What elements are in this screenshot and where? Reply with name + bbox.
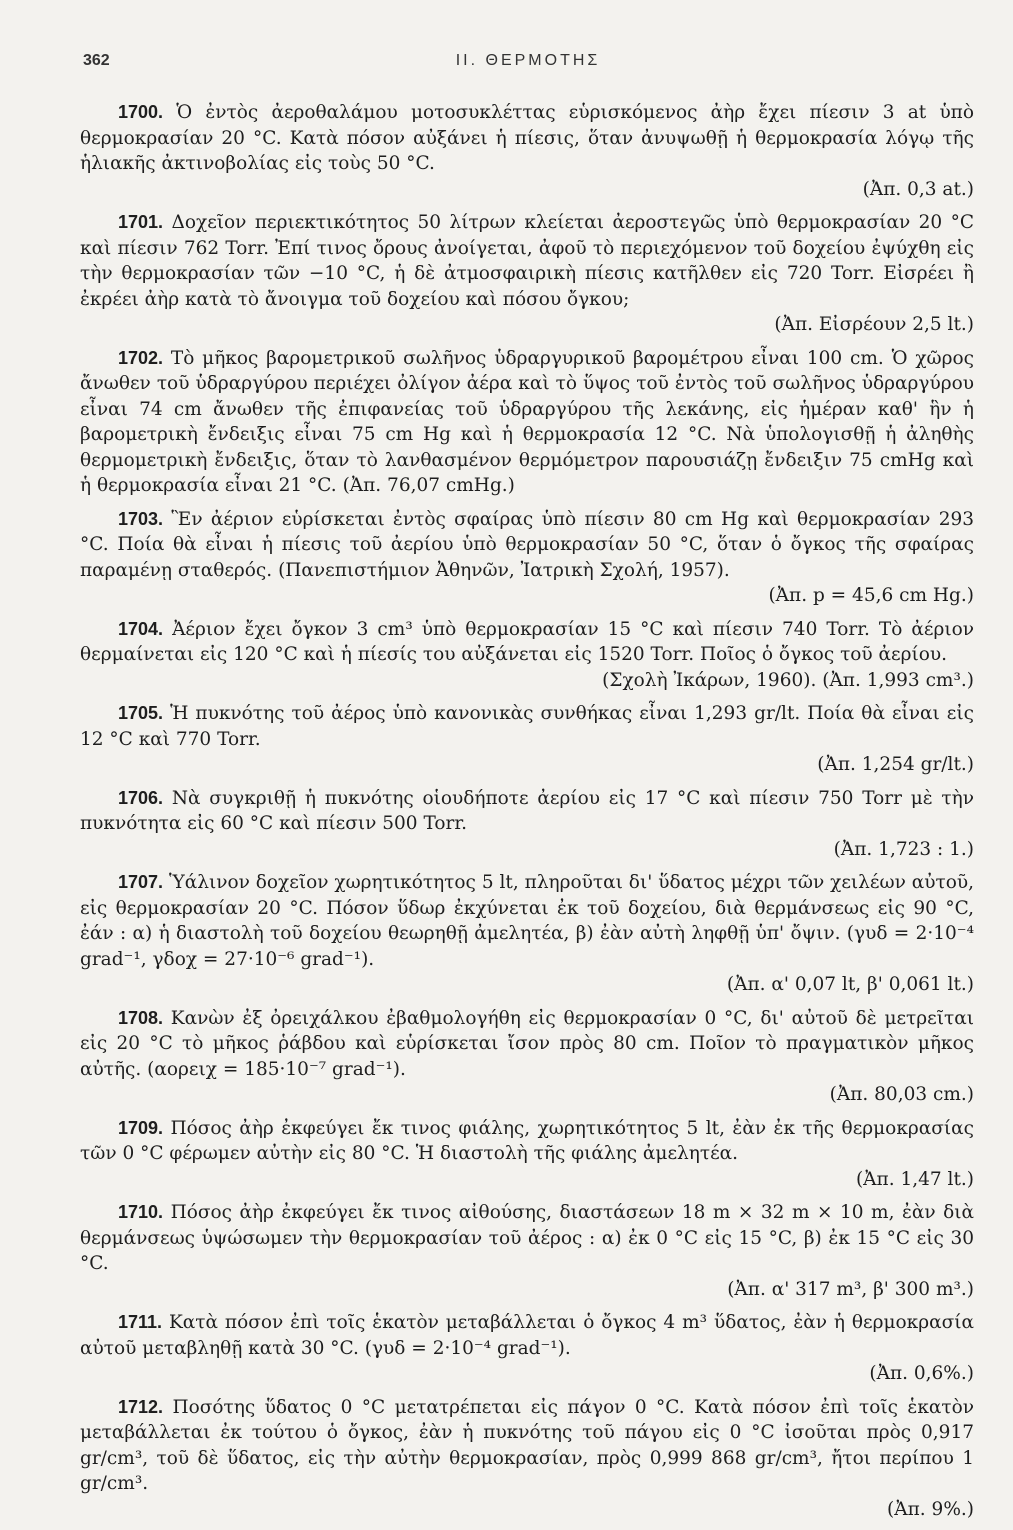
problem-1708 bbox=[80, 1006, 974, 1108]
problem-number: 1708. bbox=[118, 1007, 164, 1028]
problem-1701 bbox=[80, 210, 974, 338]
problem-number: 1702. bbox=[118, 347, 164, 368]
problem-number: 1709. bbox=[118, 1117, 164, 1138]
problem-1712 bbox=[80, 1395, 974, 1523]
problem-text: Ποσότης ὕδατος 0 °C μετατρέπεται εἰς πάγον 0 °C. Κατὰ πόσον ἐπὶ τοῖς ἑκατὸν μεταβάλλεται ἐκ τούτου ὁ ὄγκος, ἐὰν ἡ πυκνότης τοῦ πάγου εἰς 0 °C ἰσοῦται πρὸς 0,917 gr/cm³, τοῦ δὲ ὕδατος, εἰς τὴν αὐτὴν θερμοκρασίαν, πρὸς 0,999 868 gr/cm³, ἤτοι περίπου 1 gr/cm³. bbox=[80, 1396, 974, 1494]
problem-number: 1706. bbox=[118, 787, 164, 808]
problem-text: Νὰ συγκριθῇ ἡ πυκνότης οἱουδήποτε ἀερίου εἰς 17 °C καὶ πίεσιν 750 Torr μὲ τὴν πυκνότητα εἰς 60 °C καὶ πίεσιν 500 Torr. bbox=[80, 787, 974, 834]
problem-1709 bbox=[80, 1116, 974, 1193]
page-header bbox=[83, 52, 973, 74]
problem-answer: (Ἀπ. α' 317 m³, β' 300 m³.) bbox=[727, 1278, 974, 1300]
problem-1711 bbox=[80, 1310, 974, 1387]
problem-answer: (Ἀπ. 1,254 gr/lt.) bbox=[817, 754, 974, 775]
problem-text: Ὁ ἐντὸς ἀεροθαλάμου μοτοσυκλέττας εὑρισκόμενος ἀὴρ ἔχει πίεσιν 3 at ὑπὸ θερμοκρασίαν 20 °C. Κατὰ πόσον αὐξάνει ἡ πίεσις, ὅταν ἀνυψωθῇ ἡ θερμοκρασία λόγῳ τῆς ἡλιακῆς ἀκτινοβολίας εἰς τοὺς 50 °C. bbox=[80, 102, 974, 174]
problem-1700 bbox=[80, 100, 974, 202]
problem-answer: (Ἀπ. 9%.) bbox=[887, 1498, 974, 1520]
problem-1703 bbox=[80, 507, 974, 609]
problem-text: Ἀέριον ἔχει ὄγκον 3 cm³ ὑπὸ θερμοκρασίαν 15 °C καὶ πίεσιν 740 Torr. Τὸ ἀέριον θερμαίνεται εἰς 120 °C καὶ ἡ πίεσίς του αὐξάνεται εἰς 1520 Torr. Ποῖος ὁ ὄγκος τοῦ ἀερίου. bbox=[80, 618, 974, 665]
problem-number: 1701. bbox=[118, 212, 164, 232]
problem-1706 bbox=[80, 786, 974, 863]
problem-answer: (Ἀπ. 1,723 : 1.) bbox=[833, 838, 974, 860]
problem-answer: (Ἀπ. 1,993 cm³.) bbox=[822, 669, 974, 691]
problem-1704 bbox=[80, 617, 974, 694]
problem-answer: (Ἀπ. 1,47 lt.) bbox=[855, 1168, 974, 1190]
problem-text: Δοχεῖον περιεκτικότητος 50 λίτρων κλείεται ἀεροστεγῶς ὑπὸ θερμοκρασίαν 20 °C καὶ πίεσιν 762 Torr. Ἐπί τινος ὄρους ἀνοίγεται, ἀφοῦ τὸ περιεχόμενον τοῦ δοχείου ἐψύχθη εἰς τὴν θερμοκρασίαν τῶν −10 °C, ἡ δὲ ἀτμοσφαιρικὴ πίεσις κατῆλθεν εἰς 720 Torr. Εἰσρέει ἢ ἐκρέει ἀὴρ κατὰ τὸ ἄνοιγμα τοῦ δοχείου καὶ πόσου ὄγκου; bbox=[80, 212, 974, 310]
problem-text: Ἡ πυκνότης τοῦ ἀέρος ὑπὸ κανονικὰς συνθήκας εἶναι 1,293 gr/lt. Ποία θὰ εἶναι εἰς 12 °C καὶ 770 Torr. bbox=[80, 703, 974, 750]
problem-text: Ὑάλινον δοχεῖον χωρητικότητος 5 lt, πληροῦται δι' ὕδατος μέχρι τῶν χειλέων αὐτοῦ, εἰς θερμοκρασίαν 20 °C. Πόσον ὕδωρ ἐκχύνεται ἐκ τοῦ δοχείου, διὰ θερμάνσεως εἰς 90 °C, ἐάν : α) ἡ διαστολὴ τοῦ δοχείου θεωρηθῇ ἀμελητέα, β) ἐὰν αὐτὴ ληφθῇ ὑπ' ὄψιν. (γυδ = 2·10⁻⁴ grad⁻¹, γδοχ = 27·10⁻⁶ grad⁻¹). bbox=[80, 872, 974, 970]
problem-1705 bbox=[80, 701, 974, 778]
problem-text: Κανὼν ἐξ ὀρειχάλκου ἐβαθμολογήθη εἰς θερμοκρασίαν 0 °C, δι' αὐτοῦ δὲ μετρεῖται εἰς 20 °C τὸ μῆκος ῥάβδου καὶ εὑρίσκεται ἴσον πρὸς 80 cm. Ποῖον τὸ πραγματικὸν μῆκος αὐτῆς. (αορειχ = 185·10⁻⁷ grad⁻¹). bbox=[80, 1007, 974, 1080]
problem-source: (Πανεπιστήμιον Ἀθηνῶν, Ἰατρικὴ Σχολή, 1957). bbox=[278, 559, 730, 581]
page-number: 362 bbox=[83, 52, 110, 69]
running-title: II. ΘΕΡΜΟΤΗΣ bbox=[455, 52, 601, 69]
problem-answer: (Ἀπ. p = 45,6 cm Hg.) bbox=[768, 585, 974, 606]
problem-source: (Σχολὴ Ἰκάρων, 1960). bbox=[602, 669, 817, 691]
problem-number: 1707. bbox=[118, 872, 164, 892]
problem-answer: (Ἀπ. α' 0,07 lt, β' 0,061 lt.) bbox=[726, 974, 974, 995]
problem-number: 1705. bbox=[118, 703, 164, 723]
problem-number: 1703. bbox=[118, 508, 164, 529]
problem-1702 bbox=[80, 346, 974, 499]
problem-list bbox=[80, 100, 974, 1530]
problem-number: 1712. bbox=[118, 1396, 164, 1417]
problem-text: Τὸ μῆκος βαρομετρικοῦ σωλῆνος ὑδραργυρικοῦ βαρομέτρου εἶναι 100 cm. Ὁ χῶρος ἄνωθεν τοῦ ὑδραργύρου περιέχει ὀλίγον ἀέρα καὶ τὸ ὕψος τοῦ ἐντὸς τοῦ σωλῆνος ὑδραργύρου εἶναι 74 cm ἄνωθεν τῆς ἐπιφανείας τοῦ ὑδραργύρου τῆς λεκάνης, εἰς ἡμέραν καθ' ἣν ἡ βαρομετρικὴ ἔνδειξις εἶναι 75 cm Hg καὶ ἡ θερμοκρασία 12 °C. Νὰ ὑπολογισθῇ ἡ ἀληθὴς θερμομετρικὴ ἔνδειξις, ὅταν τὸ λανθασμένον θερμόμετρον παρουσιάζῃ ἔνδειξιν 75 cmHg καὶ ἡ θερμοκρασία εἶναι 21 °C. bbox=[80, 347, 974, 496]
problem-answer: (Ἀπ. 80,03 cm.) bbox=[829, 1084, 974, 1105]
problem-answer: (Ἀπ. 0,3 at.) bbox=[862, 178, 974, 200]
problem-number: 1700. bbox=[118, 102, 164, 122]
problem-number: 1711. bbox=[118, 1312, 163, 1332]
problem-answer: (Ἀπ. Εἰσρέουν 2,5 lt.) bbox=[774, 314, 974, 335]
problem-1710 bbox=[80, 1200, 974, 1302]
problem-text: Πόσος ἀὴρ ἐκφεύγει ἔκ τινος αἰθούσης, διαστάσεων 18 m × 32 m × 10 m, ἐὰν διὰ θερμάνσεως ὑψώσωμεν τὴν θερμοκρασίαν τοῦ ἀέρος : α) ἐκ 0 °C εἰς 15 °C, β) ἐκ 15 °C εἰς 30 °C. bbox=[80, 1202, 974, 1274]
problem-text: Πόσος ἀὴρ ἐκφεύγει ἔκ τινος φιάλης, χωρητικότητος 5 lt, ἐὰν ἐκ τῆς θερμοκρασίας τῶν 0 °C φέρωμεν αὐτὴν εἰς 80 °C. Ἡ διαστολὴ τῆς φιάλης ἀμελητέα. bbox=[80, 1117, 974, 1164]
problem-text: Κατὰ πόσον ἐπὶ τοῖς ἑκατὸν μεταβάλλεται ὁ ὄγκος 4 m³ ὕδατος, ἐὰν ἡ θερμοκρασία αὐτοῦ μεταβληθῇ κατὰ 30 °C. (γυδ = 2·10⁻⁴ grad⁻¹). bbox=[80, 1312, 974, 1359]
problem-1707 bbox=[80, 870, 974, 998]
problem-answer: (Ἀπ. 0,6%.) bbox=[869, 1363, 974, 1384]
problem-text: Ἓν ἀέριον εὑρίσκεται ἐντὸς σφαίρας ὑπὸ πίεσιν 80 cm Hg καὶ θερμοκρασίαν 293 °C. Ποία θὰ εἶναι ἡ πίεσις τοῦ ἀερίου ὑπὸ θερμοκρασίαν 50 °C, ὅταν ὁ ὄγκος τῆς σφαίρας παραμένῃ σταθερός. bbox=[80, 508, 974, 581]
problem-number: 1710. bbox=[118, 1202, 164, 1222]
problem-answer: (Ἀπ. 76,07 cmHg.) bbox=[342, 475, 515, 496]
problem-number: 1704. bbox=[118, 618, 164, 639]
